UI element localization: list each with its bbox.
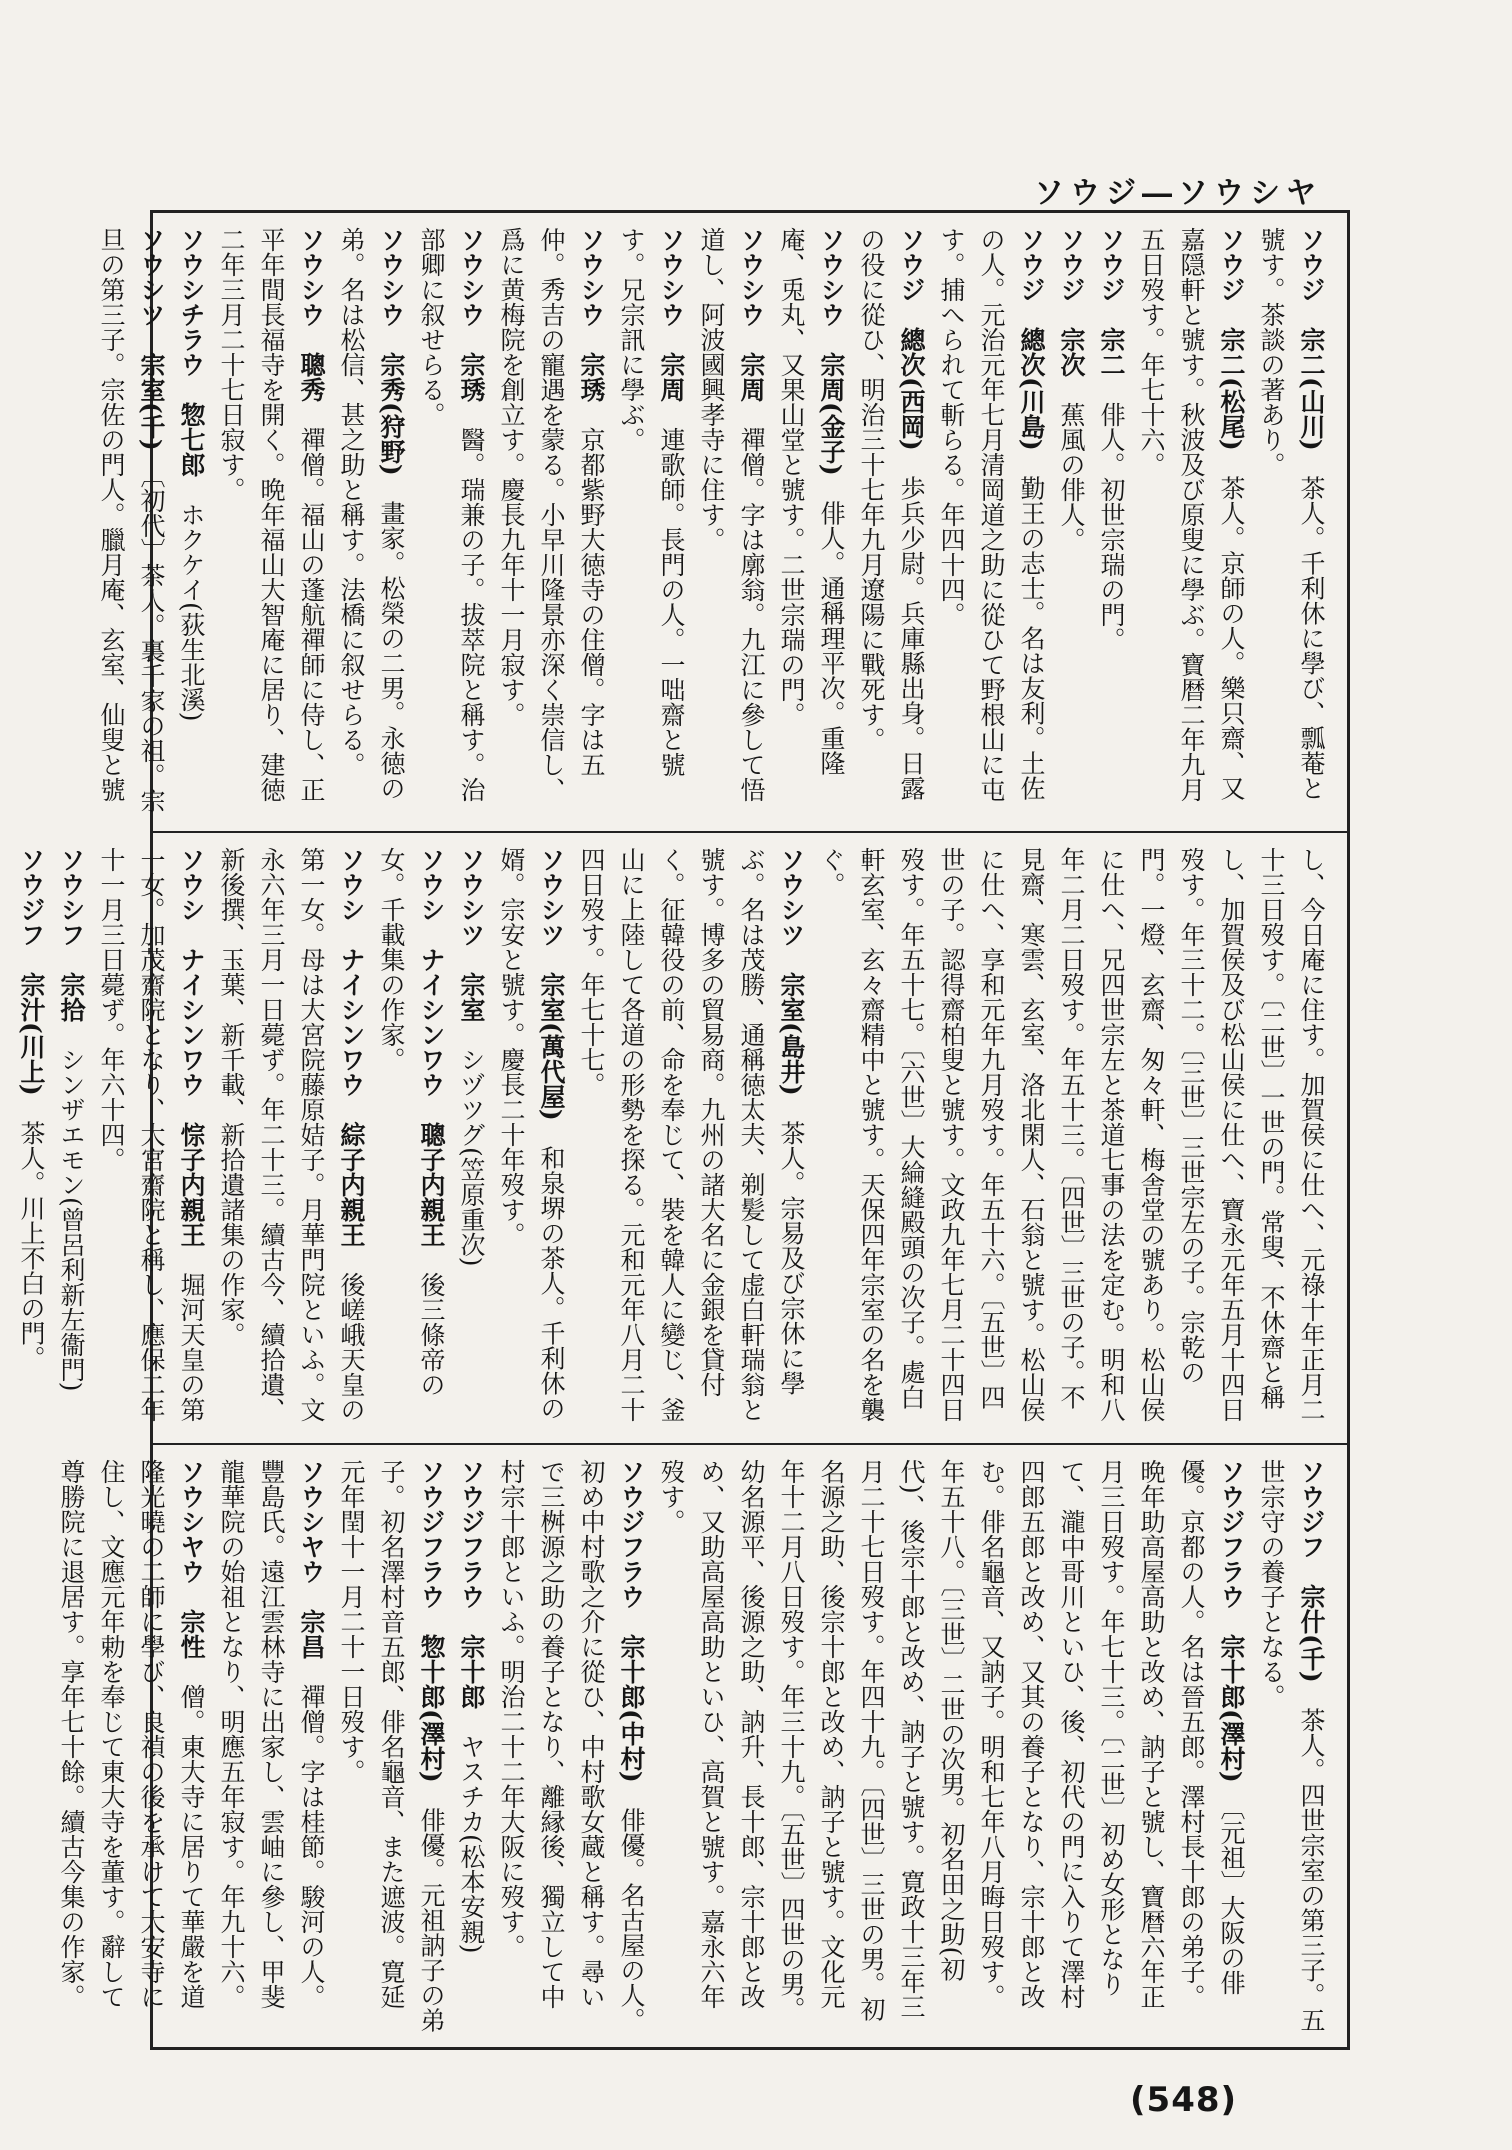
entry-body: 俳優。名古屋の人。初め中村歌之介に從ひ、中村歌女蔵と稱す。尋いで三桝源之助の養子となり、離縁後、獨立して中村宗十郎といふ。明治二十二年大阪に歿す。: [497, 1459, 646, 2033]
band-middle: [17, 831, 1347, 1443]
band-top: [97, 213, 1347, 831]
entry-body: し、今日庵に住す。加賀侯に仕へ、元祿十年正月二十三日歿す。〔二世〕一世の門。常叟、不休齋と稱し、加賀侯及び松山侯に仕へ、寶永元年五月十四日歿す。年三十二。〔三世〕三世宗左の子。宗乾の門。一燈、玄齋、匆々軒、梅舎堂の號あり。松山侯に仕へ、兄四世宗左と茶道七事の法を定む。明和八年二月二日歿す。年五十三。〔四世〕三世の子。不見齋、寒雲、玄室、洛北閑人、石翁と號す。松山侯に仕へ、享和元年九月歿す。年五十六。〔五世〕四世の子。認得齋柏叟と號す。文政九年七月二十四日歿す。年五十七。〔六世〕大綸縫殿頭の次子。處白軒玄室、玄々齋精中と號す。天保四年宗室の名を襲ぐ。: [817, 847, 1326, 1422]
entry-headword: ソウシウ 宗周: [737, 227, 766, 402]
entry-body: 蕉風の俳人。: [1057, 402, 1086, 552]
entry-body: 後三條帝の女。千載集の作家。: [377, 847, 446, 1397]
entry-body: 茶人。京師の人。樂只齋、又嘉隠軒と號す。秋波及び原叟に學ぶ。寶暦二年九月五日歿す。年七十六。: [1137, 227, 1246, 802]
entry-headword: ソウジ 宗二(松尾): [1217, 227, 1246, 451]
entry-body: 連歌師。長門の人。一咄齋と號す。兄宗訊に學ぶ。: [617, 227, 686, 777]
dictionary-entry: [211, 227, 331, 817]
dictionary-entry: [51, 847, 91, 1429]
entry-headword: ソウジ 總次(西岡): [897, 227, 926, 451]
dictionary-entry: [1251, 1459, 1331, 2033]
entry-headword: ソウジフラウ 宗十郎(澤村): [1217, 1459, 1246, 1783]
entry-body: 畫家。松榮の二男。永徳の弟。名は松信、甚之助と稱す。法橋に叙せらる。: [337, 227, 406, 801]
entry-headword: ソウジ 總次(川島): [1017, 227, 1046, 451]
entry-headword: ソウシヤウ 宗昌: [297, 1459, 326, 1659]
dictionary-entry: [451, 1459, 491, 2033]
dictionary-entry: [91, 847, 211, 1429]
entry-body: 禪僧。福山の蓬航禪師に侍し、正平年間長福寺を開く。晩年福山大智庵に居り、建徳二年三月二十七日寂す。: [217, 227, 326, 802]
dictionary-entry: [451, 847, 491, 1429]
dictionary-entry: [171, 227, 211, 817]
entry-headword: ソウジ 宗二(山川): [1297, 227, 1326, 451]
dictionary-entry: [331, 1459, 451, 2033]
entry-body: 後嵯峨天皇の第一女。母は大宮院藤原姞子。月華門院といふ。文永六年三月一日薨ず。年二十三。續古今、續拾遺、新後撰、玉葉、新千載、新拾遺諸集の作家。: [217, 847, 366, 1422]
entry-headword: ソウシツ 宗室: [457, 847, 486, 1022]
entry-headword: ソウシツ 宗室(千): [137, 227, 166, 451]
dictionary-entry: [651, 1459, 1251, 2033]
dictionary-entry: [691, 227, 771, 817]
entry-headword: ソウシウ 宗琇: [457, 227, 486, 402]
dictionary-entry: [1051, 227, 1091, 817]
entry-headword: ソウジ 宗次: [1057, 227, 1086, 377]
dictionary-frame: [17, 210, 1350, 2050]
dictionary-entry: [1091, 227, 1131, 817]
dictionary-entry: [11, 847, 51, 1429]
dictionary-entry: [571, 847, 811, 1429]
entry-body: 茶人。四世宗室の第三子。五世宗守の養子となる。: [1257, 1459, 1326, 2033]
entry-body: 僧。東大寺に居りて華嚴を道隆光曉の二師に學び、良禎の後を承けて大安寺に住し、文應元年勅を奉じて東大寺を董す。辭して尊勝院に退居す。享年七十餘。續古今集の作家。: [57, 1459, 206, 2009]
entry-headword: ソウジフラウ 惣十郎(澤村): [417, 1459, 446, 1783]
dictionary-entry: [931, 227, 1051, 817]
dictionary-entry: [1131, 227, 1251, 817]
entry-headword: ソウシウ 宗秀(狩野): [377, 227, 406, 476]
entry-body: シヅツグ(笠原重次): [457, 1047, 486, 1267]
entry-headword: ソウシツ 宗室(島井): [777, 847, 806, 1096]
entry-headword: ソウシウ 宗周(金子): [817, 227, 846, 476]
entry-headword: ソウシフ 宗拾: [57, 847, 86, 1022]
entry-headword: ソウシツ 宗室(萬代屋): [537, 847, 566, 1121]
entry-headword: ソウジフラウ 宗十郎: [457, 1459, 486, 1709]
entry-body: シンザエモン(曾呂利新左衞門): [57, 1047, 86, 1392]
entry-body: 〔元祖〕大阪の俳優。京都の人。名は晉五郎。澤村長十郎の弟子。晩年助高屋高助と改め、訥子と號し、寶暦六年正月三日歿す。年七十三。〔二世〕初め女形となりて、瀧中哥川といひ、後、初代の門に入りて澤村四郎五郎と改め、又其の養子となり、宗十郎と改む。俳名龜音、又訥子。明和七年八月晦日歿す。年五十八。〔三世〕二世の次男。初名田之助(初代)、後宗十郎と改め、訥子と號す。寛政十三年三月二十七日歿す。年四十九。〔四世〕三世の男。初名源之助、後宗十郎と改め、訥子と號す。文化元年十二月八日歿す。年三十九。〔五世〕四世の男。幼名源平、後源之助、訥升、長十郎、宗十郎と改め、又助高屋高助といひ、高賀と號す。嘉永六年歿す。: [657, 1459, 1246, 2022]
entry-body: 禪僧。字は桂節。駿河の人。豐島氏。遠江雲林寺に出家し、雲岫に參し、甲斐龍華院の始祖となり、明應五年寂す。年九十六。: [217, 1459, 326, 2009]
dictionary-entry: [851, 227, 931, 817]
dictionary-entry: [1251, 227, 1331, 817]
dictionary-entry: [51, 1459, 211, 2033]
entry-body: 禪僧。字は廓翁。九江に參して悟道し、阿波國興孝寺に住す。: [697, 227, 766, 802]
dictionary-entry: [411, 227, 491, 817]
dictionary-entry: [491, 1459, 651, 2033]
entry-body: ヤスチカ(松本安親): [457, 1734, 486, 1954]
dictionary-entry: [611, 227, 691, 817]
dictionary-entry: [491, 227, 611, 817]
entry-headword: ソウジフラウ 宗十郎(中村): [617, 1459, 646, 1783]
entry-body: ホクケイ(荻生北溪): [177, 502, 206, 722]
entry-headword: ソウシウ 宗琇: [577, 227, 606, 402]
entry-body: 醫。瑞兼の子。拔萃院と稱す。治部卿に叙せらる。: [417, 227, 486, 802]
entry-headword: ソウジフ 宗什(千): [1297, 1459, 1326, 1683]
entry-headword: ソウジ 宗二: [1097, 227, 1126, 377]
dictionary-entry: [491, 847, 571, 1429]
entry-headword: ソウジフ 宗汁(川上): [17, 847, 46, 1096]
dictionary-entry: [371, 847, 451, 1429]
entry-headword: ソウシウ 宗周: [657, 227, 686, 402]
band-bottom: [57, 1443, 1347, 2047]
entry-body: 俳人。初世宗瑞の門。: [1097, 402, 1126, 652]
dictionary-entry: [211, 1459, 331, 2033]
entry-body: 和泉堺の茶人。千利休の婿。宗安と號す。慶長二十年歿す。: [497, 847, 566, 1421]
dictionary-entry: [811, 847, 1331, 1429]
entry-body: 俳優。元祖訥子の弟子。初名澤村音五郎、俳名龜音、また遮波。寛延元年閏十一月二十一日歿す。: [337, 1459, 446, 2033]
page-number: (548): [1130, 2080, 1238, 2120]
entry-headword: ソウシウ 聰秀: [297, 227, 326, 402]
dictionary-entry: [211, 847, 371, 1429]
entry-body: 堀河天皇の第一女。加茂齋院となり、大宮齋院と稱し、應保二年十一月三日薨ず。年六十四。: [97, 847, 206, 1422]
entry-headword: ソウシヤウ 宗性: [177, 1459, 206, 1659]
entry-headword: ソウシ ナイシンワウ 聰子内親王: [417, 847, 446, 1247]
entry-headword: ソウシチラウ 惣七郎: [177, 227, 206, 477]
dictionary-entry: [331, 227, 411, 817]
entry-body: 〔初代〕茶人。裏千家の祖。宗旦の第三子。宗佐の門人。臘月庵、玄室、仙叟と號: [97, 227, 166, 814]
entry-headword: ソウシ ナイシンワウ 綜子内親王: [337, 847, 366, 1247]
entry-body: 歩兵少尉。兵庫縣出身。日露の役に從ひ、明治三十七年九月遼陽に戰死す。: [857, 227, 926, 801]
entry-body: 京都紫野大徳寺の住僧。字は五仲。秀吉の寵遇を蒙る。小早川隆景亦深く崇信し、爲に黄梅院を創立す。慶長九年十一月寂す。: [497, 227, 606, 802]
entry-body: 俳人。通稱理平次。重隆庵、兎丸、又果山堂と號す。二世宗瑞の門。: [777, 227, 846, 776]
entry-headword: ソウシ ナイシンワウ 悰子内親王: [177, 847, 206, 1247]
entry-body: 茶人。千利休に學び、瓢菴と號す。茶談の著あり。: [1257, 227, 1326, 801]
page-header: ソウジ―ソウシヤ: [1034, 176, 1322, 211]
entry-body: 茶人。宗易及び宗休に學ぶ。名は茂勝、通稱徳太夫、剃髪して虚白軒瑞翁と號す。博多の貿易商。九州の諸大名に金銀を貸付く。征韓役の前、命を奉じて、裝を韓人に變じ、釜山に上陸して各道の形勢を探る。元和元年八月二十四日歿す。年七十七。: [577, 847, 806, 1422]
dictionary-entry: [91, 227, 171, 817]
entry-body: 茶人。川上不白の門。: [17, 1120, 46, 1371]
entry-body: 勤王の志士。名は友利。土佐の人。元治元年七月清岡道之助に從ひて野根山に屯す。捕へられて斬らる。年四十四。: [937, 227, 1046, 802]
dictionary-entry: [771, 227, 851, 817]
